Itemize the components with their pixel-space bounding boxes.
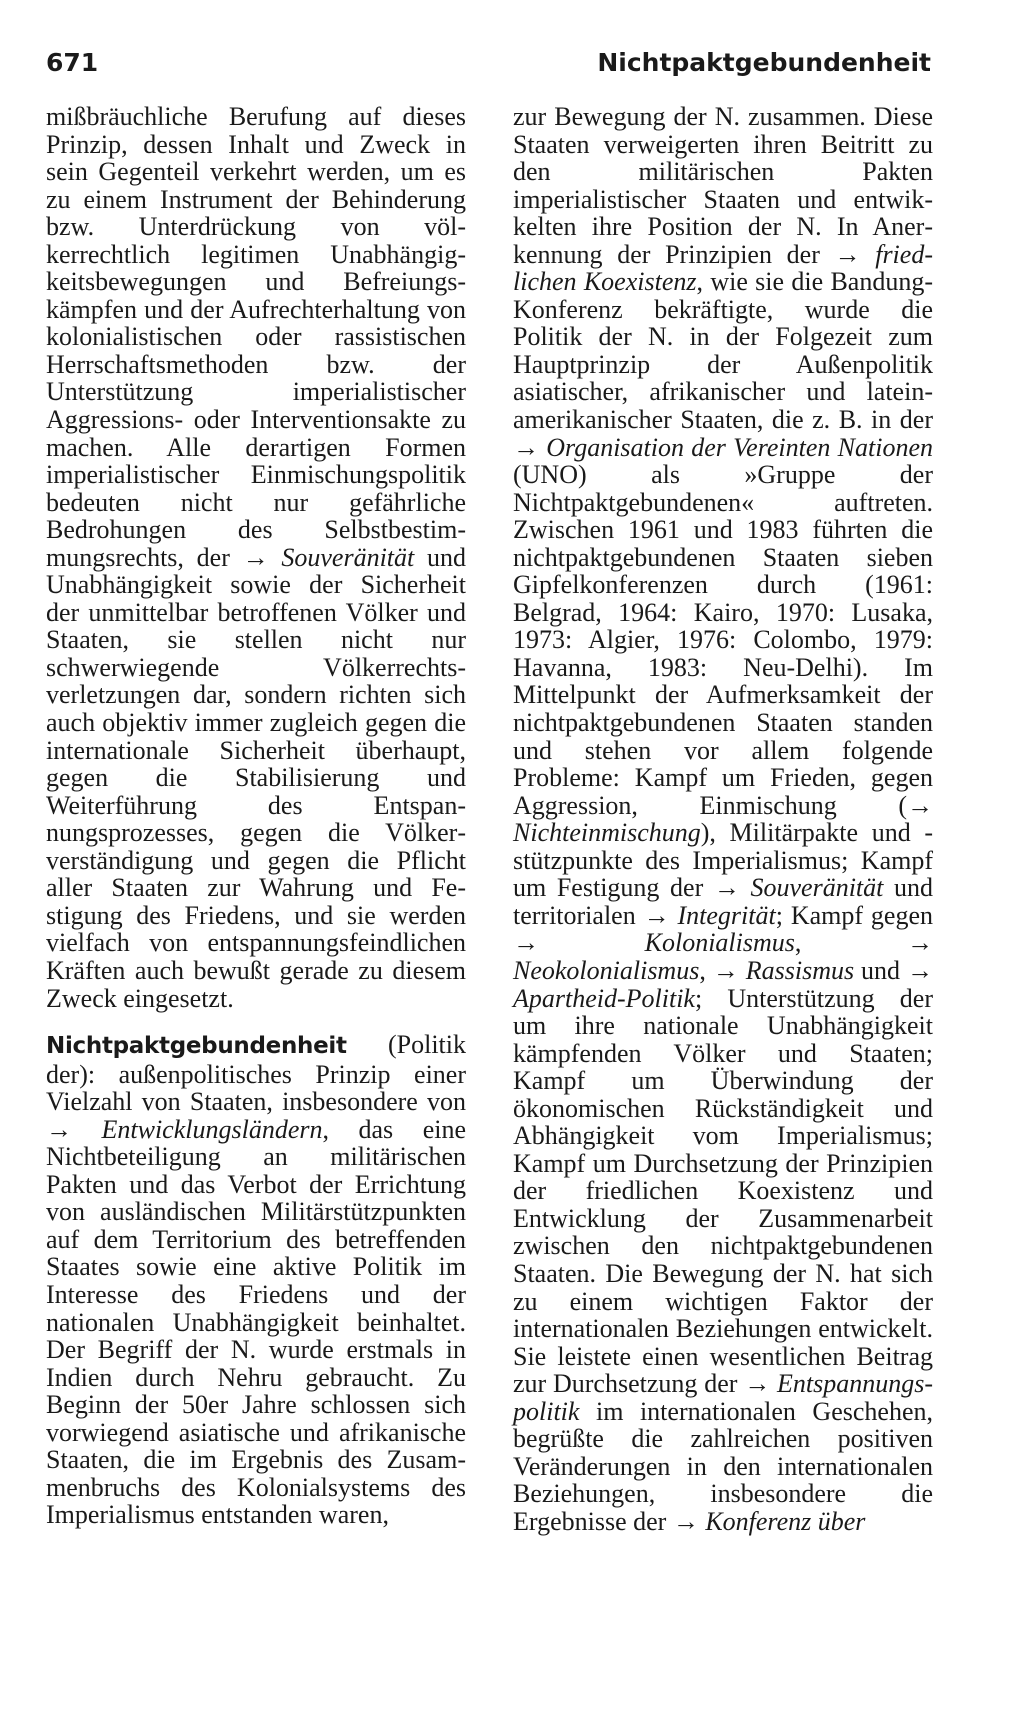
right-column	[513, 103, 933, 1535]
running-title: Nichtpaktgebundenheit	[597, 48, 931, 77]
body-text: ), Militärpakte und -stützpunkte des Imperialismus; Kampf um Festigung der	[513, 818, 933, 903]
cross-reference: Souveränität	[750, 873, 884, 903]
body-text	[740, 873, 751, 902]
body-text: und	[854, 955, 908, 985]
body-text: und Unabhängigkeit sowie der Sicherheit der unmittelbar betroffenen Völker und Staaten, sie stellen nicht nur schwerwiegende Völkerrechtsverletzungen dar, sondern richten sich auch objektiv immer zugleich gegen die internationale Sicherheit überhaupt, gegen die Stabilisierung und Weiterführung des Entspannungsprozesses, gegen die Völkerverständigung und gegen die Pflicht aller Staaten zur Wahrung und Festigung des Friedens, und sie werden vielfach von entspannungsfeindlichen Kräften auch bewußt gerade zu diesem Zweck eingesetzt.	[46, 542, 466, 1013]
cross-reference: friedlichen Koexistenz	[513, 239, 933, 297]
body-text: zur Bewegung der N. zusammen. Diese Staaten verweigerten ihren Beitritt zu den militärischen Pakten imperialistischer Staaten und entwikkelten ihre Position der N. In Anerkennung der Prinzipien der	[513, 102, 933, 269]
continuation-paragraph	[46, 103, 466, 1012]
cross-reference-arrow-icon: →	[744, 1369, 771, 1399]
cross-reference: Souveränität	[281, 542, 415, 572]
cross-reference-arrow-icon: →	[712, 955, 739, 985]
cross-reference-arrow-icon: →	[713, 873, 740, 903]
body-text: (UNO) als »Gruppe der Nichtpaktgebundenen« auftreten. Zwischen 1961 und 1983 führten die nichtpaktgebundenen Staaten sieben Gipfelkonferenzen durch (1961: Belgrad, 1964: Kairo, 1970: Lusaka, 1973: Algier, 1976: Colombo, 1979: Havanna, 1983: Neu-Delhi). Im Mittelpunkt der Aufmerksamkeit der nichtpaktgebundenen Staaten standen und stehen vor allem folgende Probleme: Kampf um Frieden, gegen Aggression, Einmischung (	[513, 460, 933, 820]
body-text: ; Kampf gegen	[775, 900, 933, 930]
body-text	[670, 901, 678, 930]
cross-reference-arrow-icon: →	[513, 432, 539, 462]
cross-reference-arrow-icon: →	[643, 900, 670, 930]
cross-reference: Entwicklungsländern	[101, 1114, 323, 1144]
body-text	[861, 240, 876, 269]
body-text: , wie sie die Bandung-Konferenz bekräftigte, wurde die Politik der N. in der Folgezeit zum Hauptprinzip der Außenpolitik asiatischer, afrikanischer und lateinamerikanischer Staaten, die z. B. in der	[513, 267, 933, 435]
cross-reference: Organisation der Vereinten Nationen	[546, 432, 933, 462]
cross-reference-arrow-icon: →	[242, 542, 269, 572]
cross-reference: Nichteinmischung	[513, 818, 701, 848]
cross-reference-arrow-icon: →	[834, 239, 861, 269]
body-text: ,	[699, 955, 713, 985]
body-text	[72, 1115, 102, 1144]
cross-reference: Entspannungspolitik	[513, 1369, 933, 1426]
body-text	[539, 928, 645, 957]
body-text: ; Unterstützung der um ihre nationale Unabhängigkeit kämpfenden Völker und Staaten; Kampf um Überwindung der ökonomischen Rückständigkeit und Abhängigkeit vom Imperialismus; Kampf um Durchsetzung der Prinzipien der friedlichen Koexistenz und Entwicklung der Zusammenarbeit zwischen den nichtpaktgebundenen Staaten. Die Bewegung der N. hat sich zu einem wichtigen Faktor der internationalen Beziehungen entwickelt. Sie leistete einen wesentlichen Beitrag zur Durchsetzung der	[513, 983, 933, 1399]
body-text: (Politik der): außenpolitisches Prinzip einer Vielzahl von Staaten, insbesondere von	[46, 1030, 466, 1117]
entry-headword: Nichtpaktgebundenheit	[46, 1033, 347, 1060]
cross-reference-arrow-icon: →	[907, 790, 933, 820]
body-text	[269, 543, 282, 572]
page-number: 671	[46, 48, 99, 77]
cross-reference: Integrität	[677, 900, 776, 930]
cross-reference: Apartheid-Politik	[513, 983, 695, 1013]
cross-reference-arrow-icon: →	[513, 928, 539, 958]
body-text: und territorialen	[513, 873, 933, 930]
cross-reference: Rassismus	[745, 955, 855, 985]
body-text: mißbräuchliche Berufung auf dieses Prinzip, dessen Inhalt und Zweck in sein Gegenteil verkehrt werden, um es zu einem Instrument der Behinderung bzw. Unterdrückung von völkerrechtlich legitimen Unabhängigkeitsbewegungen und Befreiungskämpfen und der Aufrechterhaltung von kolonialistischen oder rassistischen Herrschaftsmethoden bzw. der Unterstützung imperialistischer Aggressions- oder Interventionsakte zu machen. Alle derartigen Formen imperialistischer Einmischungspolitik bedeuten nicht nur gefährliche Bedrohungen des Selbstbestimmungsrechts, der	[46, 102, 466, 572]
cross-reference: Kolonialismus	[644, 928, 795, 958]
entry-nichtpaktgebundenheit	[46, 1031, 466, 1529]
cross-reference-arrow-icon: →	[672, 1506, 699, 1536]
body-text	[739, 956, 746, 985]
cross-reference: Neokolonialismus	[513, 955, 700, 985]
body-text: ,	[794, 928, 907, 958]
cross-reference-arrow-icon: →	[907, 955, 934, 985]
body-text: im internationalen Geschehen, begrüßte die zahlreichen positiven Veränderungen in den internationalen Beziehungen, insbesondere die Ergebnisse der	[513, 1396, 933, 1536]
cross-reference-arrow-icon: →	[46, 1114, 72, 1144]
cross-reference-arrow-icon: →	[907, 928, 933, 958]
body-text: , das eine Nichtbeteiligung an militärischen Pakten und das Verbot der Errichtung von ausländischen Militärstützpunkten auf dem Territorium des betreffenden Staates sowie eine aktive Politik im Interesse des Friedens und der nationalen Unabhängigkeit beinhaltet. Der Begriff der N. wurde erstmals in Indien durch Nehru gebraucht. Zu Beginn der 50er Jahre schlossen sich vorwiegend asiatische und afrikanische Staaten, die im Ergebnis des Zusammenbruchs des Kolonialsystems des Imperialismus entstanden waren,	[46, 1114, 466, 1530]
cross-reference: Konferenz über	[705, 1506, 866, 1536]
left-column	[46, 103, 466, 1529]
body-text	[770, 1369, 777, 1398]
entry-continuation-paragraph	[513, 103, 933, 1535]
